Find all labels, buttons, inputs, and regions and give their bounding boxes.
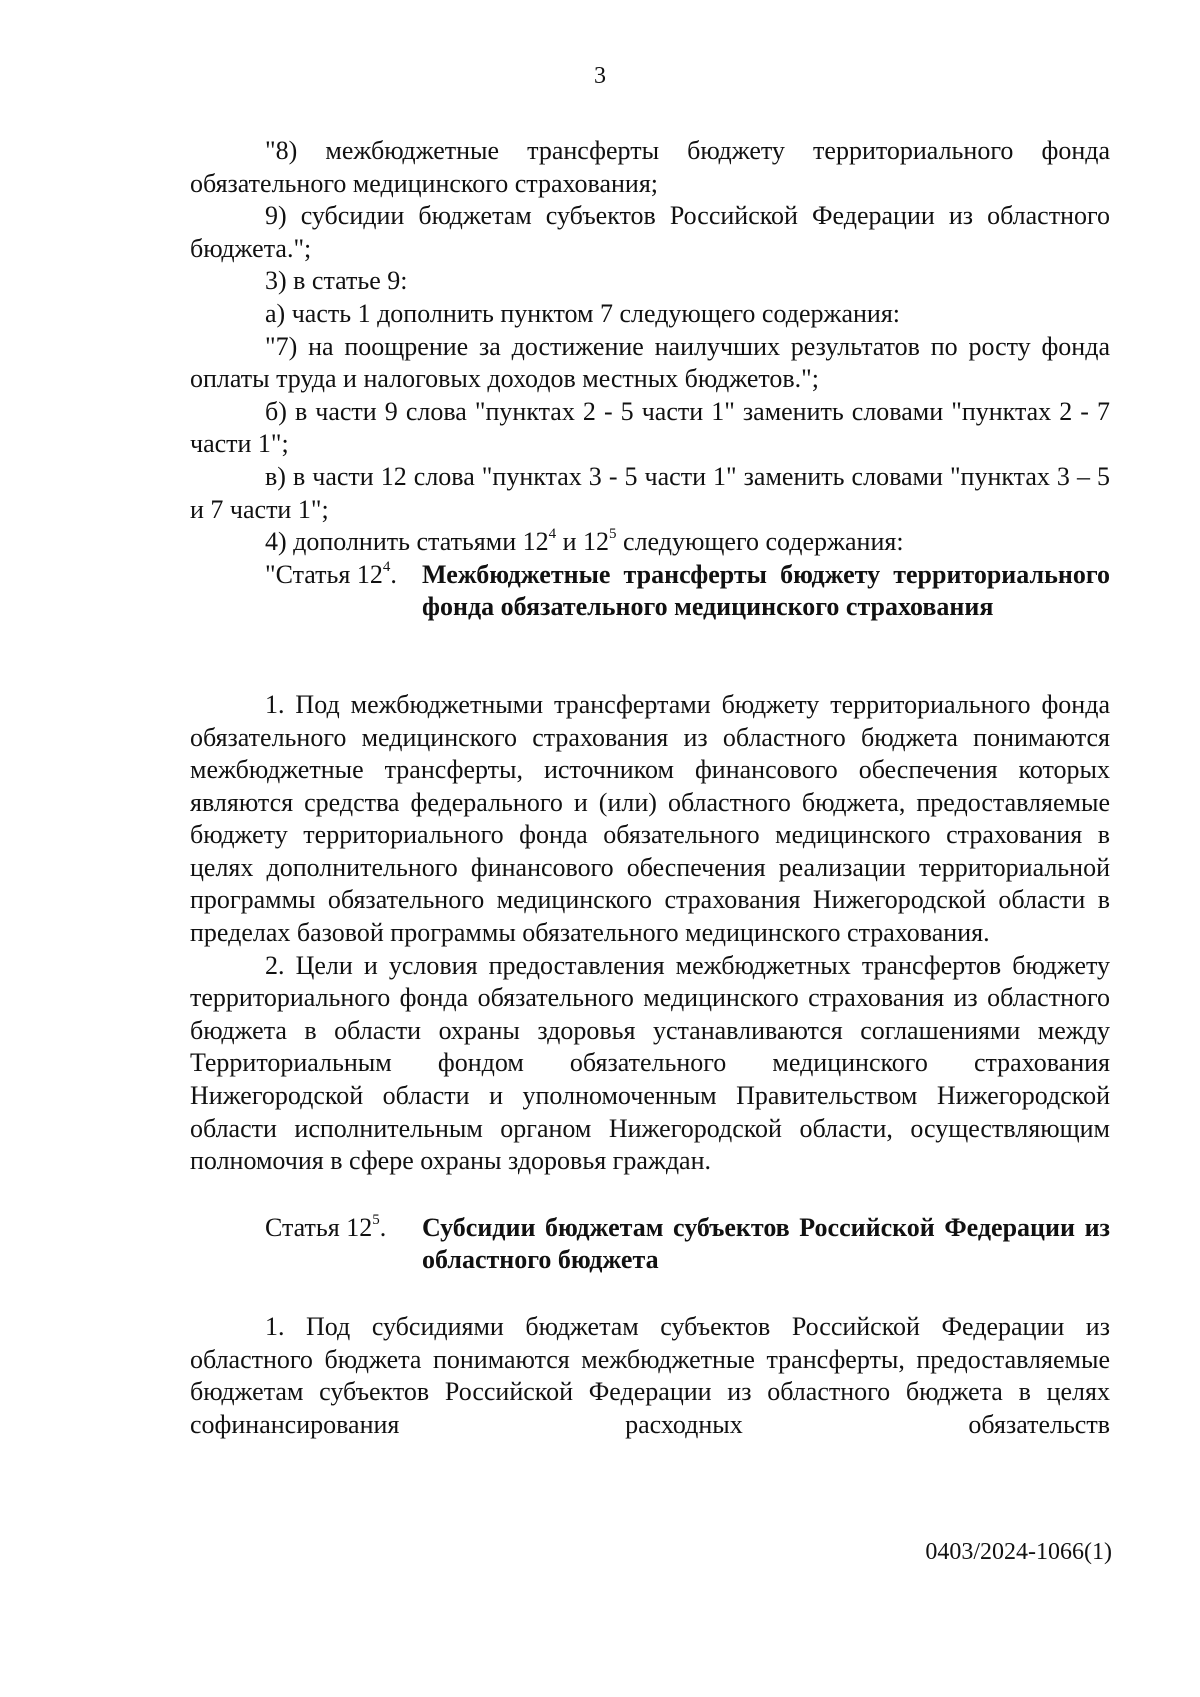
article-label [265,1212,386,1245]
paragraph: в) в части 12 слова "пунктах 3 - 5 части 1" заменить словами "пунктах 3 – 5 и 7 части 1"; [190,461,1110,524]
article-heading-12-5 [190,1212,1110,1277]
article-label-sup: 4 [382,559,391,576]
spacer [190,624,1110,689]
article-heading-12-4 [190,559,1110,624]
document-code: 0403/2024-1066(1) [925,1539,1112,1565]
article-label-sup: 5 [372,1212,380,1229]
paragraph: б) в части 9 слова "пунктах 2 - 5 части 1" заменить словами "пунктах 2 - 7 части 1"; [190,396,1110,459]
article-label-prefix: Статья 12 [265,1212,373,1242]
paragraph: 1. Под межбюджетными трансфертами бюджету территориального фонда обязательного медицинского страхования из областного бюджета понимаются межбюджетные трансферты, источником финансового обеспечения которых являются средства федерального и (или) областного бюджета, предоставляемые бюджету территориального фонда обязательного медицинского страхования в целях дополнительного финансового обеспечения реализации территориальной программы обязательного медицинского страхования Нижегородской области в пределах базовой программы обязательного медицинского страхования. [190,689,1110,948]
paragraph: 1. Под субсидиями бюджетам субъектов Российской Федерации из областного бюджета понимаются межбюджетные трансферты, предоставляемые бюджетам субъектов Российской Федерации из областного бюджета в целях софинансирования расходных обязательств [190,1312,1110,1439]
paragraph: 9) субсидии бюджетам субъектов Российской Федерации из областного бюджета."; [190,201,1110,263]
article-label-suffix: . [390,559,397,589]
paragraph: "7) на поощрение за достижение наилучших результатов по росту фонда оплаты труда и налоговых доходов местных бюджетов."; [190,331,1110,394]
intro-sup-5: 5 [609,526,617,543]
paragraph: 3) в статье 9: [265,266,408,296]
page-number: 3 [594,63,606,89]
article-title: Субсидии бюджетам субъектов Российской Федерации из областного бюджета [422,1212,1110,1275]
article-label-prefix: "Статья 12 [265,559,383,589]
paragraph: 2. Цели и условия предоставления межбюджетных трансфертов бюджету территориального фонда обязательного медицинского страхования из областного бюджета в области охраны здоровья устанавливаются соглашениями между Территориальным фондом обязательного медицинского страхования Нижегородской области и уполномоченным Правительством Нижегородской области исполнительным органом Нижегородской области, осуществляющим полномочия в сфере охраны здоровья граждан. [190,950,1110,1176]
article-label-suffix: . [379,1212,387,1242]
spacer [190,1277,1110,1311]
intro-text-before: 4) дополнить статьями 12 [265,527,549,557]
document-body [190,135,1110,1441]
intro-paragraph [190,526,1110,559]
paragraph: а) часть 1 дополнить пунктом 7 следующего содержания: [265,298,901,328]
spacer [190,1178,1110,1212]
article-label [265,559,397,592]
article-title: Межбюджетные трансферты бюджету территориального фонда обязательного медицинского страхования [422,559,1110,622]
intro-text-after: следующего содержания: [616,527,904,557]
paragraph: "8) межбюджетные трансферты бюджету территориального фонда обязательного медицинского страхования; [190,136,1110,198]
intro-text-middle: и 12 [556,527,610,557]
intro-sup-4: 4 [548,526,557,543]
